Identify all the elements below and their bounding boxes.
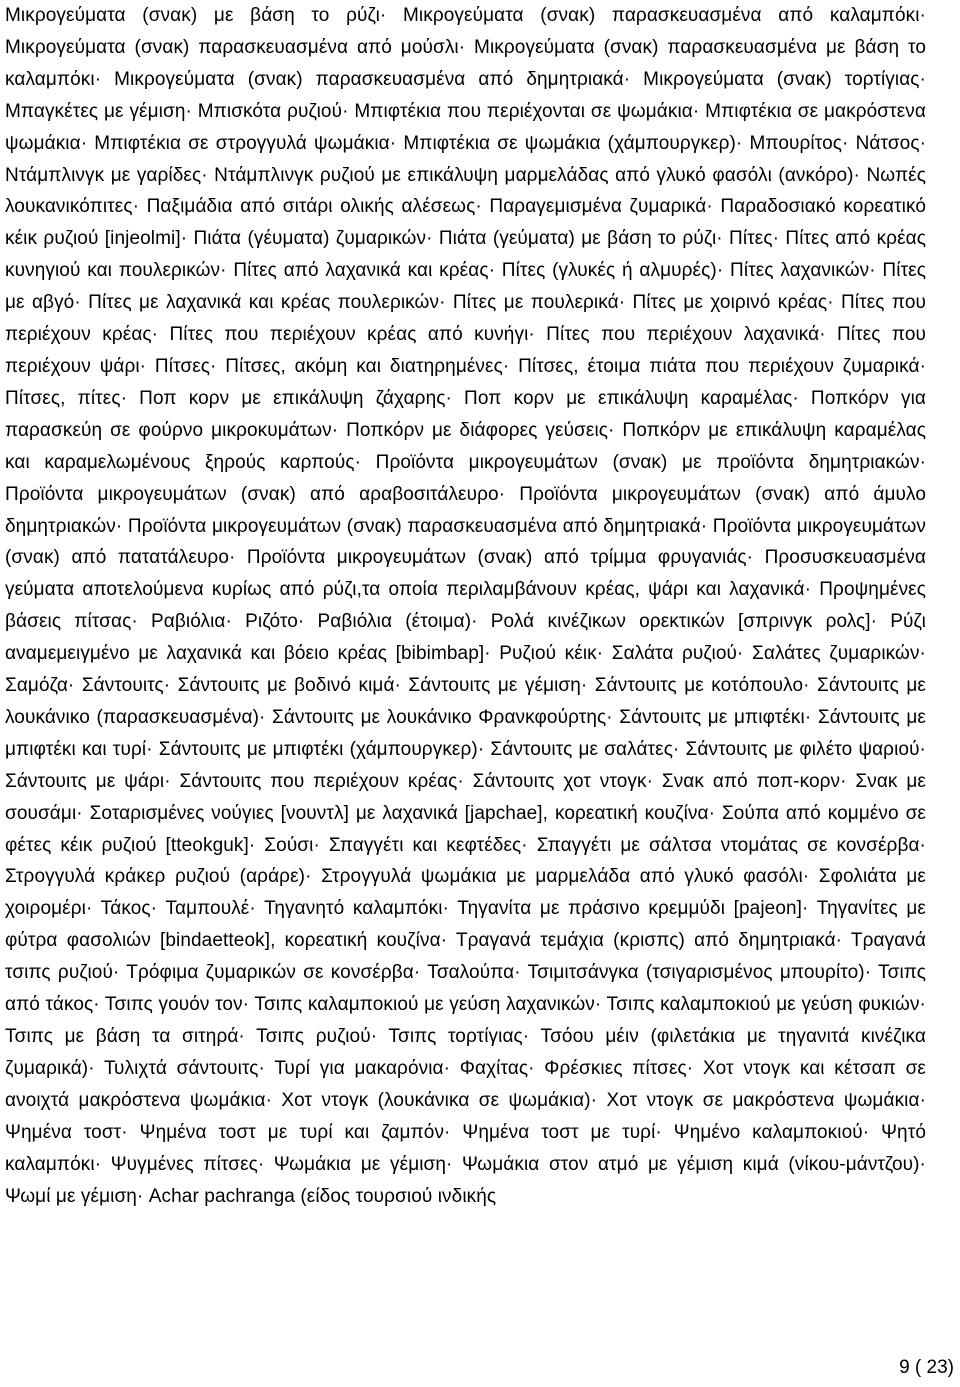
goods-list-paragraph: Μικρογεύματα (σνακ) με βάση το ρύζι· Μικρογεύματα (σνακ) παρασκευασμένα από καλαμπόκι· Μικρογεύματα (σνακ) παρασκευασμένα από μούσλι· Μικρογεύματα (σνακ) παρασκευασμένα με βάση το καλαμπόκι· Μικρογεύματα (σνακ) παρασκευασμένα από δημητριακά· Μικρογεύματα (σνακ) τορτίγιας· Μπαγκέτες με γέμιση· Μπισκότα ρυζιού· Μπιφτέκια που περιέχονται σε ψωμάκια· Μπιφτέκια σε μακρόστενα ψωμάκια· Μπιφτέκια σε στρογγυλά ψωμάκια· Μπιφτέκια σε ψωμάκια (χάμπουργκερ)· Μπουρίτος· Νάτσος· Ντάμπλινγκ με γαρίδες· Ντάμπλινγκ ρυζιού με επικάλυψη μαρμελάδας από γλυκό φασόλι (ανκόρο)· Νωπές λουκανικόπιτες· Παξιμάδια από σιτάρι ολικής αλέσεως· Παραγεμισμένα ζυμαρικά· Παραδοσιακό κορεατικό κέικ ρυζιού [injeolmi]· Πιάτα (γέυματα) ζυμαρικών· Πιάτα (γεύματα) με βάση το ρύζι· Πίτες· Πίτες από κρέας κυνηγιού και πουλερικών· Πίτες από λαχανικά και κρέας· Πίτες (γλυκές ή αλμυρές)· Πίτες λαχανικών· Πίτες με αβγό· Πίτες με λαχανικά και κρέας πουλερικών· Πίτες με πουλερικά· Πίτες με χοιρινό κρέας· Πίτες που περιέχουν κρέας· Πίτες που περιέχουν κρέας από κυνήγι· Πίτες που περιέχουν λαχανικά· Πίτες που περιέχουν ψάρι· Πίτσες· Πίτσες, ακόμη και διατηρημένες· Πίτσες, έτοιμα πιάτα που περιέχουν ζυμαρικά· Πίτσες, πίτες· Ποπ κορν με επικάλυψη ζάχαρης· Ποπ κορν με επικάλυψη καραμέλας· Ποπκόρν για παρασκεύη σε φούρνο μικροκυμάτων· Ποπκόρν με διάφορες γεύσεις· Ποπκόρν με επικάλυψη καραμέλας και καραμελωμένους ξηρούς καρπούς· Προϊόντα μικρογευμάτων (σνακ) με προϊόντα δημητριακών· Προϊόντα μικρογευμάτων (σνακ) από αραβοσιτάλευρο· Προϊόντα μικρογευμάτων (σνακ) από άμυλο δημητριακών· Προϊόντα μικρογευμάτων (σνακ) παρασκευασμένα από δημητριακά· Προϊόντα μικρογευμάτων (σνακ) από πατατάλευρο· Προϊόντα μικρογευμάτων (σνακ) από τρίμμα φρυγανιάς· Προσυσκευασμένα γεύματα αποτελούμενα κυρίως από ρύζι,τα οποία περιλαμβάνουν κρέας, ψάρι και λαχανικά· Προψημένες βάσεις πίτσας· Ραβιόλια· Ριζότο· Ραβιόλια (έτοιμα)· Ρολά κινέζικων ορεκτικών [σπρινγκ ρολς]· Ρύζι αναμεμειγμένο με λαχανικά και βόειο κρέας [bibimbap]· Ρυζιού κέικ· Σαλάτα ρυζιού· Σαλάτες ζυμαρικών· Σαμόζα· Σάντουιτς· Σάντουιτς με βοδινό κιμά· Σάντουιτς με γέμιση· Σάντουιτς με κοτόπουλο· Σάντουιτς με λουκάνικο (παρασκευασμένα)· Σάντουιτς με λουκάνικο Φρανκφούρτης· Σάντουιτς με μπιφτέκι· Σάντουιτς με μπιφτέκι και τυρί· Σάντουιτς με μπιφτέκι (χάμπουργκερ)· Σάντουιτς με σαλάτες· Σάντουιτς με φιλέτο ψαριού· Σάντουιτς με ψάρι· Σάντουιτς που περιέχουν κρέας· Σάντουιτς χοτ ντογκ· Σνακ από ποπ-κορν· Σνακ με σουσάμι· Σοταρισμένες νούγιες [νουντλ] με λαχανικά [japchae], κορεατική κουζίνα· Σούπα από κομμένο σε φέτες κέικ ρυζιού [tteokguk]· Σούσι· Σπαγγέτι και κεφτέδες· Σπαγγέτι με σάλτσα ντομάτας σε κονσέρβα· Στρογγυλά κράκερ ρυζιού (αράρε)· Στρογγυλά ψωμάκια με μαρμελάδα από γλυκό φασόλι· Σφολιάτα με χοιρομέρι· Τάκος· Ταμπουλέ· Τηγανητό καλαμπόκι· Τηγανίτα με πράσινο κρεμμύδι [pajeon]· Τηγανίτες με φύτρα φασολιών [bindaetteok], κορεατική κουζίνα· Τραγανά τεμάχια (κρισπς) από δημητριακά· Τραγανά τσιπς ρυζιού· Τρόφιμα ζυμαρικών σε κονσέρβα· Τσαλούπα· Τσιμιτσάνγκα (τσιγαρισμένος μπουρίτο)· Τσιπς από τάκος· Τσιπς γουόν τον· Τσιπς καλαμποκιού με γεύση λαχανικών· Τσιπς καλαμποκιού με γεύση φυκιών· Τσιπς με βάση τα σιτηρά· Τσιπς ρυζιού· Τσιπς τορτίγιας· Τσόου μέιν (φιλετάκια με τηγανιτά κινέζικα ζυμαρικά)· Τυλιχτά σάντουιτς· Τυρί για μακαρόνια· Φαχίτας· Φρέσκιες πίτσες· Χοτ ντογκ και κέτσαπ σε ανοιχτά μακρόστενα ψωμάκια· Χοτ ντογκ (λουκάνικα σε ψωμάκια)· Χοτ ντογκ σε μακρόστενα ψωμάκια· Ψημένα τοστ· Ψημένα τοστ με τυρί και ζαμπόν· Ψημένα τοστ με τυρί· Ψημένο καλαμποκιού· Ψητό καλαμπόκι· Ψυγμένες πίτσες· Ψωμάκια με γέμιση· Ψωμάκια στον ατμό με γέμιση κιμά (νίκου-μάντζου)· Ψωμί με γέμιση· Achar pachranga (είδος τουρσιού ινδικής	[5, 5, 926, 1207]
page-number: 9 ( 23)	[899, 1357, 954, 1378]
